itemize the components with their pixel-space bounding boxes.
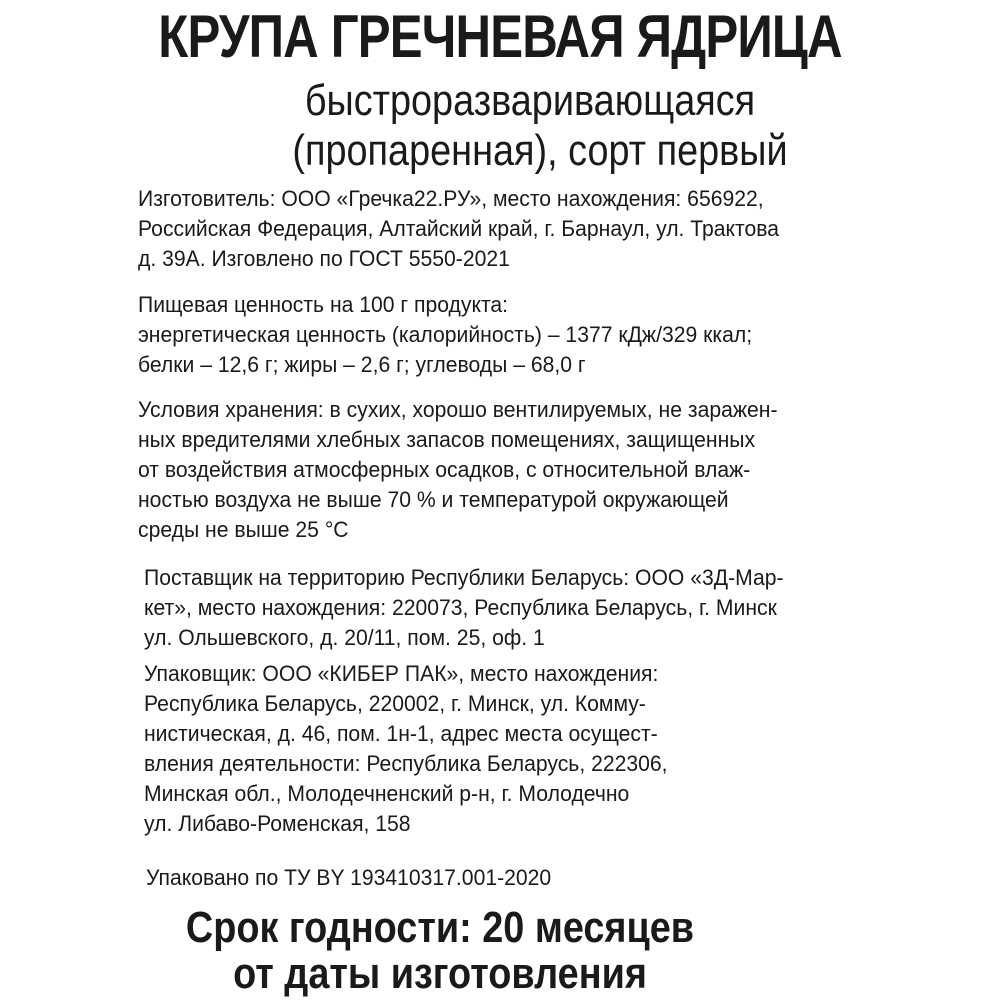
expiry-line-2: от даты изготовления [233, 949, 647, 998]
storage-line: от воздействия атмосферных осадков, с относительной влаж- [138, 457, 751, 482]
manufacturer-line: Российская Федерация, Алтайский край, г. Барнаул, ул. Трактова [138, 216, 780, 241]
nutrition-info [138, 290, 824, 380]
nutrition-line: белки – 12,6 г; жиры – 2,6 г; углеводы – 68,0 г [138, 352, 586, 377]
packing-standard-text: Упаковано по ТУ BY 193410317.001-2020 [146, 865, 552, 890]
storage-conditions [138, 395, 824, 545]
manufacturer-line: Изготовитель: ООО «Гречка22.РУ», место нахождения: 656922, [138, 186, 764, 211]
packing-standard [146, 863, 832, 893]
supplier-line: Поставщик на территорию Республики Беларусь: ООО «3Д-Мар- [144, 565, 784, 590]
product-subtitle-line-2: (пропаренная), сорт первый [292, 126, 788, 175]
storage-line: ных вредителями хлебных запасов помещениях, защищенных [138, 427, 756, 452]
packer-line: Упаковщик: ООО «КИБЕР ПАК», место нахождения: [144, 661, 659, 686]
packer-line: нистическая, д. 46, пом. 1н-1, адрес места осущест- [144, 721, 658, 746]
expiry-line-1: Срок годности: 20 месяцев [185, 903, 695, 952]
supplier-info [144, 563, 830, 653]
manufacturer-line: д. 39А. Изговлено по ГОСТ 5550-2021 [138, 246, 510, 271]
packer-info [144, 659, 830, 839]
packer-line: Республика Беларусь, 220002, г. Минск, ул. Комму- [144, 691, 646, 716]
packer-line: вления деятельности: Республика Беларусь, 222306, [144, 751, 668, 776]
storage-line: среды не выше 25 °С [138, 517, 349, 542]
nutrition-line: энергетическая ценность (калорийность) – 1377 кДж/329 ккал; [138, 322, 753, 347]
storage-line: ностью воздуха не выше 70 % и температурой окружающей [138, 487, 729, 512]
supplier-line: ул. Ольшевского, д. 20/11, пом. 25, оф. 1 [144, 625, 545, 650]
packer-line: ул. Либаво-Роменская, 158 [144, 811, 411, 836]
product-title: КРУПА ГРЕЧНЕВАЯ ЯДРИЦА [158, 3, 842, 70]
packer-line: Минская обл., Молодечненский р-н, г. Молодечно [144, 781, 630, 806]
product-subtitle-line-1: быстроразваривающаяся [304, 76, 756, 125]
manufacturer-info [138, 184, 824, 274]
supplier-line: кет», место нахождения: 220073, Республика Беларусь, г. Минск [144, 595, 777, 620]
nutrition-line: Пищевая ценность на 100 г продукта: [138, 292, 509, 317]
storage-line: Условия хранения: в сухих, хорошо вентилируемых, не заражен- [138, 397, 778, 422]
